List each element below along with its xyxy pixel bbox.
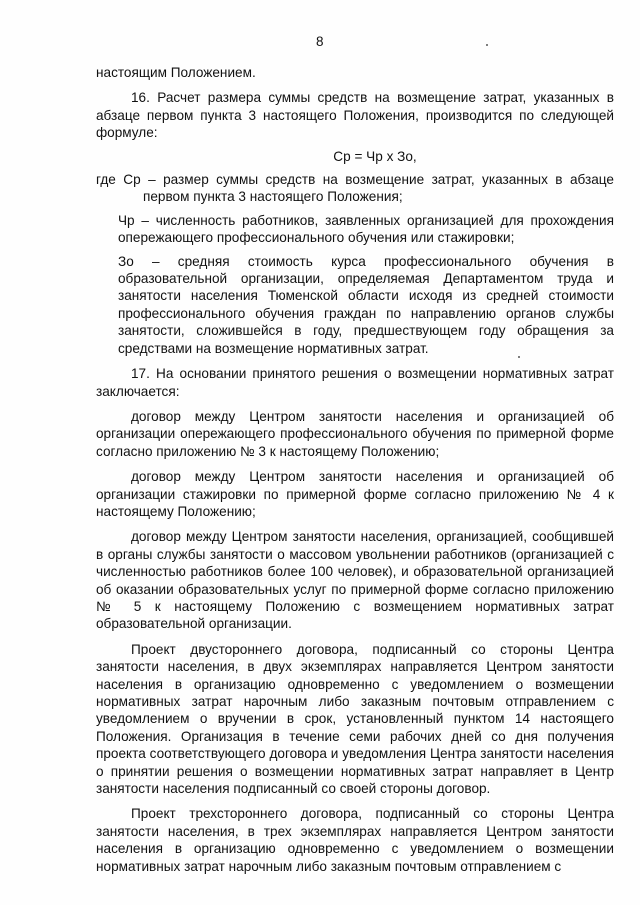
paragraph-17: 17. На основании принятого решения о возмещении нормативных затрат заключается: (96, 366, 614, 399)
scan-speck (518, 356, 520, 358)
document-body (96, 64, 614, 883)
paragraph-trilateral-draft: Проект трехстороннего договора, подписанный со стороны Центра занятости населения, в трех экземплярах направляется Центром занятости населения в организацию одновременно с уведомлением о возмещении нормативных затрат нарочным либо заказным почтовым отправлением с (96, 806, 614, 874)
definition-chr: Чр – численность работников, заявленных организацией для прохождения опережающего профессионального обучения или стажировки; (118, 212, 614, 246)
paragraph-16: 16. Расчет размера суммы средств на возмещение затрат, указанных в абзаце первом пункта 3 настоящего Положения, производится по следующей формуле: (96, 90, 614, 141)
page-number: 8 (315, 34, 324, 49)
scan-speck (486, 44, 488, 46)
contract-item-1: договор между Центром занятости населения и организацией об организации опережающего профессионального обучения по примерной форме согласно приложению № 3 к настоящему Положению; (96, 408, 614, 459)
definition-cp: где Ср – размер суммы средств на возмещение затрат, указанных в абзаце первом пункта 3 настоящего Положения; (96, 172, 614, 205)
contract-item-2: договор между Центром занятости населения и организацией об организации стажировки по примерной форме согласно приложению № 4 к настоящему Положению; (96, 469, 614, 519)
contract-item-3: договор между Центром занятости населения, организацией, сообщившей в органы службы занятости о массовом увольнении работников (организацией с численностью работников более 100 человек), и образовательной организацией об оказании образовательных услуг по примерной форме согласно приложению № 5 к настоящему Положению с возмещением нормативных затрат образовательной организации. (96, 529, 614, 632)
paragraph-continuation: настоящим Положением. (96, 65, 256, 80)
paragraph-bilateral-draft: Проект двустороннего договора, подписанный со стороны Центра занятости населения, в двух экземплярах направляется Центром занятости населения в организацию одновременно с уведомлением о возмещении нормативных затрат нарочным либо заказным почтовым отправлением с уведомлением о вручении в срок, установленный пунктом 14 настоящего Положения. Организация в течение семи рабочих дней со дня получения проекта соответствующего договора и уведомления Центра занятости населения о принятии решения о возмещении нормативных затрат направляет в Центр занятости населения подписанный со своей стороны договор. (96, 641, 614, 797)
definition-zo: Зо – средняя стоимость курса профессионального обучения в образовательной организации, определяемая Департаментом труда и занятости населения Тюменской области исходя из средней стоимости профессионального обучения граждан по направлению органов службы занятости, сложившейся в году, предшествующем году обращения за средствами на возмещение нормативных затрат. (118, 253, 614, 356)
formula: Ср = Чр х Зо, (333, 148, 417, 164)
